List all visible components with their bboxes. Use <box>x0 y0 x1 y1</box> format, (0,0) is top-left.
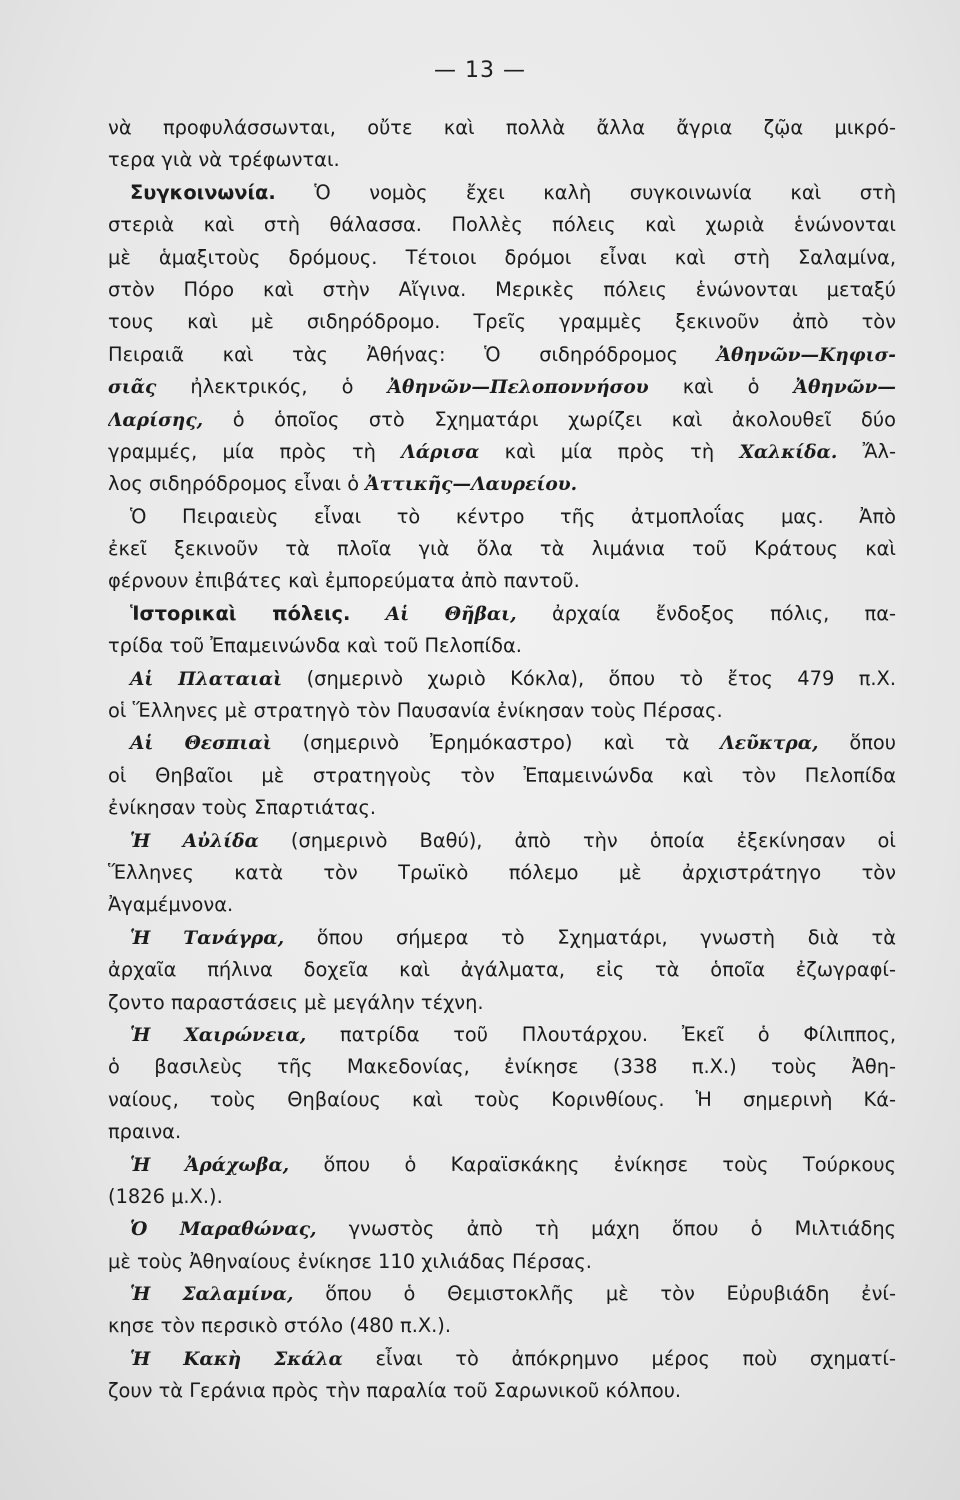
text-line: πραινα. <box>108 1120 182 1144</box>
highlighted-term: Αἱ Θῆβαι, <box>385 603 517 625</box>
highlighted-term: Ἡ Κακὴ Σκάλα <box>130 1348 343 1370</box>
highlighted-term: Ὁ Μαραθώνας, <box>130 1219 317 1241</box>
text-line <box>108 922 896 954</box>
text-line: ἐκεῖ ξεκινοῦν τὰ πλοῖα γιὰ ὅλα τὰ λιμάνια τοῦ Κράτους καὶ <box>108 537 896 561</box>
highlighted-term: Ἡ Σαλαμίνα, <box>130 1284 294 1306</box>
text-run: (σημερινὸ χωριὸ Κόκλα), ὅπου τὸ ἔτος 479 π.Χ. <box>282 666 896 690</box>
text-line <box>108 468 896 500</box>
text-run: καὶ ὁ <box>648 375 794 399</box>
text-line <box>108 1019 896 1051</box>
text-line <box>108 598 896 630</box>
text-line: (1826 μ.Χ.). <box>108 1184 223 1208</box>
text-run: Ἄλ- <box>837 439 896 463</box>
body-text <box>108 112 896 1408</box>
text-line <box>108 404 896 436</box>
highlighted-term: Ἡ Χαιρώνεια, <box>130 1024 307 1046</box>
section-heading: Ἱστορικαὶ πόλεις. <box>130 601 351 625</box>
text-run: λος σιδηρόδρομος εἶναι ὁ <box>108 472 366 496</box>
text-run: Πειραιᾶ καὶ τὰς Ἀθήνας: Ὁ σιδηρόδρομος <box>108 342 717 366</box>
highlighted-term: Ἀττικῆς—Λαυρείου. <box>365 474 578 496</box>
highlighted-term: Αἱ Πλαταιαὶ <box>130 668 283 690</box>
text-line <box>108 1213 896 1245</box>
text-line: οἱ Ἕλληνες μὲ στρατηγὸ τὸν Παυσανία ἐνίκησαν τοὺς Πέρσας. <box>108 699 723 723</box>
page-number: — 13 — <box>434 58 526 83</box>
text-run: ὁ ὁποῖος στὸ Σχηματάρι χωρίζει καὶ ἀκολουθεῖ δύο <box>203 407 896 431</box>
text-line: ὁ βασιλεὺς τῆς Μακεδονίας, ἐνίκησε (338 π.Χ.) τοὺς Ἀθη- <box>108 1055 896 1079</box>
highlighted-term: Ἡ Ἀράχωβα, <box>130 1154 290 1176</box>
highlighted-term: Λάρισα <box>401 441 480 463</box>
text-line <box>108 1149 896 1181</box>
text-line: ἀρχαῖα πήλινα δοχεῖα καὶ ἀγάλματα, εἰς τὰ ὁποῖα ἐζωγραφί- <box>108 958 896 982</box>
text-line: μὲ τοὺς Ἀθηναίους ἐνίκησε 110 χιλιάδας Πέρσας. <box>108 1249 592 1273</box>
text-run: εἶναι τὸ ἀπόκρημνο μέρος ποὺ σχηματί- <box>342 1346 896 1370</box>
text-run: ὅπου ὁ Θεμιστοκλῆς μὲ τὸν Εὐρυβιάδη ἐνί- <box>293 1282 896 1306</box>
text-run <box>350 602 385 625</box>
text-line <box>108 1278 896 1310</box>
text-line <box>108 825 896 857</box>
highlighted-term: Ἀθηνῶν—Πελοποννήσου <box>387 377 649 399</box>
text-run: ὅπου σήμερα τὸ Σχηματάρι, γνωστὴ διὰ τὰ <box>284 925 896 949</box>
text-run: πατρίδα τοῦ Πλουτάρχου. Ἐκεῖ ὁ Φίλιππος, <box>306 1022 896 1046</box>
highlighted-term: Ἡ Τανάγρα, <box>130 927 285 949</box>
text-run: (σημερινὸ Ἐρημόκαστρο) καὶ τὰ <box>271 731 721 755</box>
section-heading: Συγκοινωνία. <box>130 180 276 204</box>
text-run: ὅπου <box>818 731 896 755</box>
text-line: Ἕλληνες κατὰ τὸν Τρωϊκὸ πόλεμο μὲ ἀρχιστράτηγο τὸν <box>108 860 896 884</box>
text-line: μὲ ἁμαξιτοὺς δρόμους. Τέτοιοι δρόμοι εἶναι καὶ στὴ Σαλαμίνα, <box>108 245 896 269</box>
text-line: τους καὶ μὲ σιδηρόδρομο. Τρεῖς γραμμὲς ξεκινοῦν ἀπὸ τὸν <box>108 310 896 334</box>
text-line <box>108 663 896 695</box>
text-line <box>108 1343 896 1375</box>
highlighted-term: σιᾶς <box>108 377 157 399</box>
text-line: οἱ Θηβαῖοι μὲ στρατηγοὺς τὸν Ἐπαμεινώνδα καὶ τὸν Πελοπίδα <box>108 763 896 787</box>
highlighted-term: Ἀθηνῶν—Κηφισ- <box>716 344 896 366</box>
text-run: Ὁ νομὸς ἔχει καλὴ συγκοινωνία καὶ στὴ <box>275 180 896 204</box>
text-line <box>108 339 896 371</box>
text-line: φέρνουν ἐπιβάτες καὶ ἐμπορεύματα ἀπὸ παντοῦ. <box>108 569 580 593</box>
text-line: ἐνίκησαν τοὺς Σπαρτιάτας. <box>108 796 376 820</box>
text-line: νὰ προφυλάσσωνται, οὔτε καὶ πολλὰ ἄλλα ἄγρια ζῷα μικρό- <box>108 116 896 139</box>
text-line: τερα γιὰ νὰ τρέφωνται. <box>108 148 340 172</box>
text-line: κησε τὸν περσικὸ στόλο (480 π.Χ.). <box>108 1314 452 1338</box>
highlighted-term: Χαλκίδα. <box>739 441 838 463</box>
text-run: ἠλεκτρικός, ὁ <box>156 375 388 399</box>
highlighted-term: Ἡ Αὐλίδα <box>130 830 259 852</box>
text-line: στεριὰ καὶ στὴ θάλασσα. Πολλὲς πόλεις καὶ χωριὰ ἑνώνονται <box>108 213 896 237</box>
text-run: ἀρχαία ἔνδοξος πόλις, πα- <box>516 601 896 625</box>
text-line <box>108 371 896 403</box>
text-line: ναίους, τοὺς Θηβαίους καὶ τοὺς Κορινθίους. Ἡ σημερινὴ Κά- <box>108 1087 896 1111</box>
text-line: ζουν τὰ Γεράνια πρὸς τὴν παραλία τοῦ Σαρωνικοῦ κόλπου. <box>108 1379 682 1403</box>
text-run: καὶ μία πρὸς τὴ <box>479 439 740 463</box>
text-line: Ὁ Πειραιεὺς εἶναι τὸ κέντρο τῆς ἀτμοπλοΐας μας. Ἀπὸ <box>130 504 896 528</box>
text-run: (σημερινὸ Βαθύ), ἀπὸ τὴν ὁποία ἐξεκίνησαν οἱ <box>258 828 896 852</box>
text-line <box>108 727 896 759</box>
text-run: γνωστὸς ἀπὸ τὴ μάχη ὅπου ὁ Μιλτιάδης <box>316 1217 896 1241</box>
highlighted-term: Ἀθηνῶν— <box>793 377 896 399</box>
text-run: ὅπου ὁ Καραϊσκάκης ἐνίκησε τοὺς Τούρκους <box>289 1152 896 1176</box>
text-line <box>108 177 896 209</box>
text-line: τρίδα τοῦ Ἐπαμεινώνδα καὶ τοῦ Πελοπίδα. <box>108 634 522 658</box>
text-line: στὸν Πόρο καὶ στὴν Αἴγινα. Μερικὲς πόλεις ἑνώνονται μεταξύ <box>108 277 896 301</box>
text-line <box>108 436 896 468</box>
highlighted-term: Λαρίσης, <box>108 409 204 431</box>
text-run: γραμμές, μία πρὸς τὴ <box>108 439 402 463</box>
highlighted-term: Λεῦκτρα, <box>720 733 819 755</box>
text-line: Ἀγαμέμνονα. <box>108 893 234 917</box>
highlighted-term: Αἱ Θεσπιαὶ <box>130 733 272 755</box>
text-line: ζοντο παραστάσεις μὲ μεγάλην τέχνη. <box>108 990 484 1014</box>
